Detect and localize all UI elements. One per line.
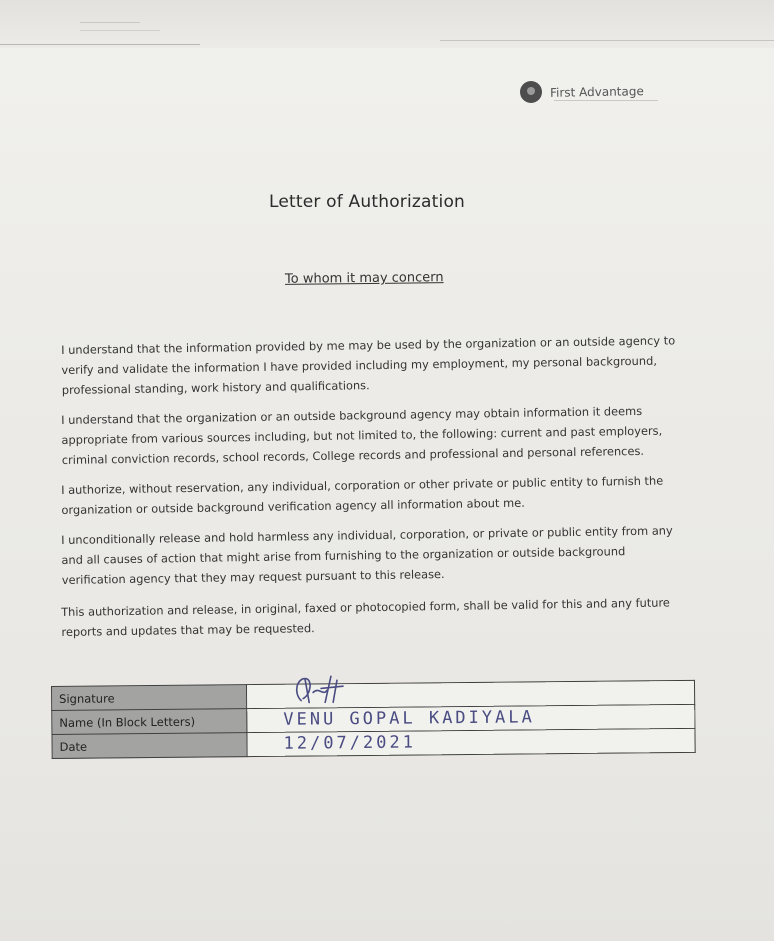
brand-underline bbox=[554, 100, 658, 101]
name-value: VENU GOPAL KADIYALA bbox=[283, 707, 535, 730]
brand-name: First Advantage bbox=[549, 84, 644, 100]
name-label: Name (In Block Letters) bbox=[52, 709, 247, 735]
date-label: Date bbox=[52, 733, 247, 759]
date-field[interactable] bbox=[247, 728, 695, 756]
page-title: Letter of Authorization bbox=[268, 192, 466, 212]
top-rule bbox=[80, 22, 140, 23]
paragraph: This authorization and release, in original, faxed or photocopied form, shall be valid for this and any future reports and updates that may be requested. bbox=[61, 595, 671, 639]
handwritten-signature-icon bbox=[287, 672, 377, 707]
authorization-table bbox=[51, 680, 696, 759]
top-rule bbox=[0, 44, 200, 45]
top-rule bbox=[80, 30, 160, 31]
table-row bbox=[52, 728, 695, 758]
paragraph: I understand that the organization or an outside background agency may obtain information it deems appropriate from various sources including, but not limited to, the following: current and past employers, criminal conviction records, school records, College records and professional and personal references. bbox=[61, 403, 663, 467]
top-rule bbox=[440, 40, 774, 41]
paragraph: I authorize, without reservation, any individual, corporation or other private or public entity to furnish the organization or outside background verification agency all information about me. bbox=[61, 473, 664, 517]
brand-logo-icon bbox=[520, 81, 542, 103]
date-value: 12/07/2021 bbox=[283, 732, 417, 754]
signature-label: Signature bbox=[52, 685, 247, 711]
paragraph: I unconditionally release and hold harmless any individual, corporation, or private or public entity from any and all causes of action that might arise from furnishing to the organization or outside background verification agency that they may request pursuant to this release. bbox=[61, 523, 673, 587]
paragraph: I understand that the information provided by me may be used by the organization or an outside agency to verify and validate the information I have provided including my employment, my personal background, professional standing, work history and qualifications. bbox=[61, 333, 676, 397]
salutation: To whom it may concern bbox=[284, 270, 444, 287]
